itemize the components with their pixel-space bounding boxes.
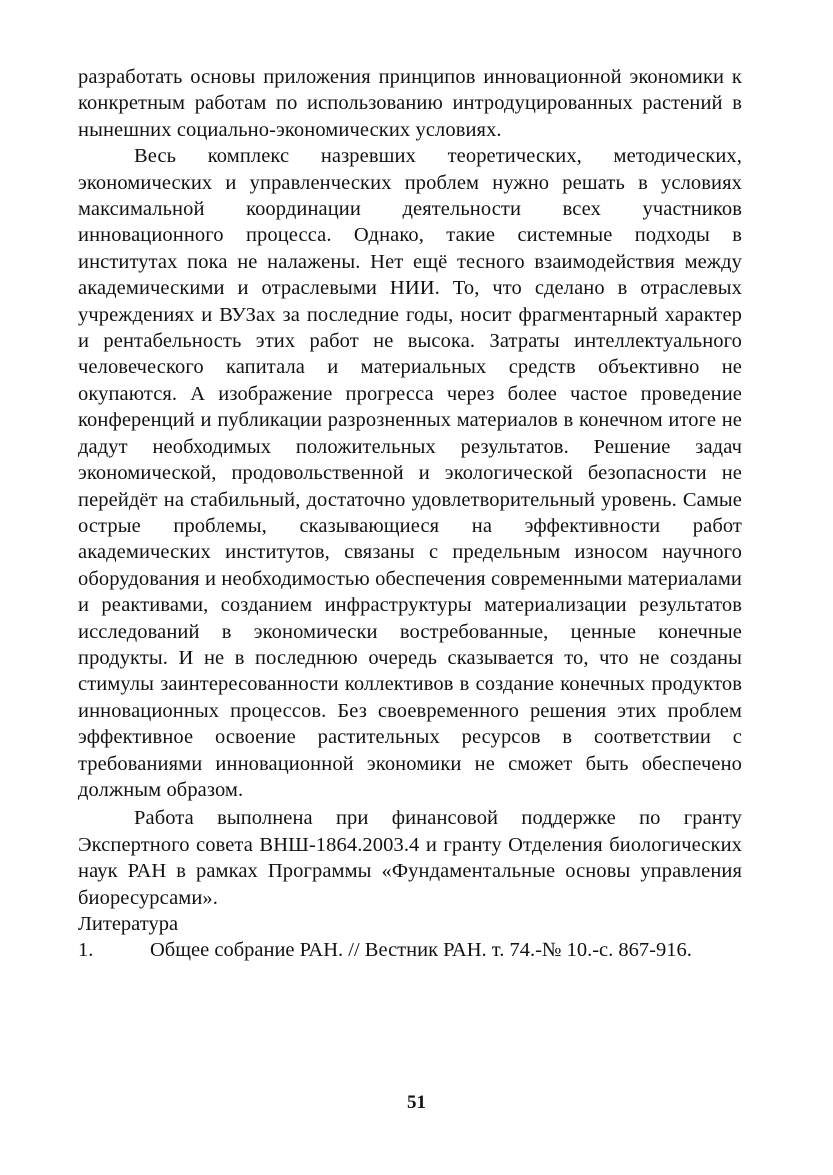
references-heading: Литература [78, 913, 179, 935]
paragraph-acknowledgment: Работа выполнена при финансовой поддержке по гранту Экспертного совета ВНШ-1864.2003.4 и гранту Отделения биологических наук РАН в рамках Программы «Фундаментальные основы управления биоресурсами». [78, 807, 742, 909]
paragraph-problems: Весь комплекс назревших теоретических, методических, экономических и управленческих проблем нужно решать в условиях максимальной координации деятельности всех участников инновационного процесса. Однако, такие системные подходы в институтах пока не налажены. Нет ещё тесного взаимодействия между академическими и отраслевыми НИИ. То, что сделано в отраслевых учреждениях и ВУЗах за последние годы, носит фрагментарный характер и рентабельность этих работ не высока. Затраты интеллектуального человеческого капитала и материальных средств объективно не окупаются. А изображение прогресса через более частое проведение конференций и публикации разрозненных материалов в конечном итоге не дадут необходимых положительных результатов. Решение задач экономической, продовольственной и экологической безопасности не перейдёт на стабильный, достаточно удовлетворительный уровень. Самые острые проблемы, сказывающиеся на эффективности работ академических институтов, связаны с предельным износом научного оборудования и необходимостью обеспечения современными материалами и реактивами, созданием инфраструктуры материализации результатов исследований в экономически востребованные, ценные конечные продукты. И не в последнюю очередь сказывается то, что не созданы стимулы заинтересованности коллективов в создание конечных продуктов инновационных процессов. Без своевременного решения этих проблем эффективное освоение растительных ресурсов в соответствии с требованиями инновационной экономики не сможет быть обеспечено должным образом. [78, 145, 742, 801]
reference-number: 1. [78, 939, 94, 962]
reference-text: Общее собрание РАН. // Вестник РАН. т. 74.-№ 10.-с. 867-916. [150, 939, 692, 962]
reference-item [78, 937, 742, 963]
page-number: 51 [407, 1092, 426, 1113]
page-body [78, 64, 742, 964]
paragraph-intro-continuation: разработать основы приложения принципов инновационной экономики к конкретным работам по использованию интродуцированных растений в нынешних социально-экономических условиях. [78, 66, 742, 141]
